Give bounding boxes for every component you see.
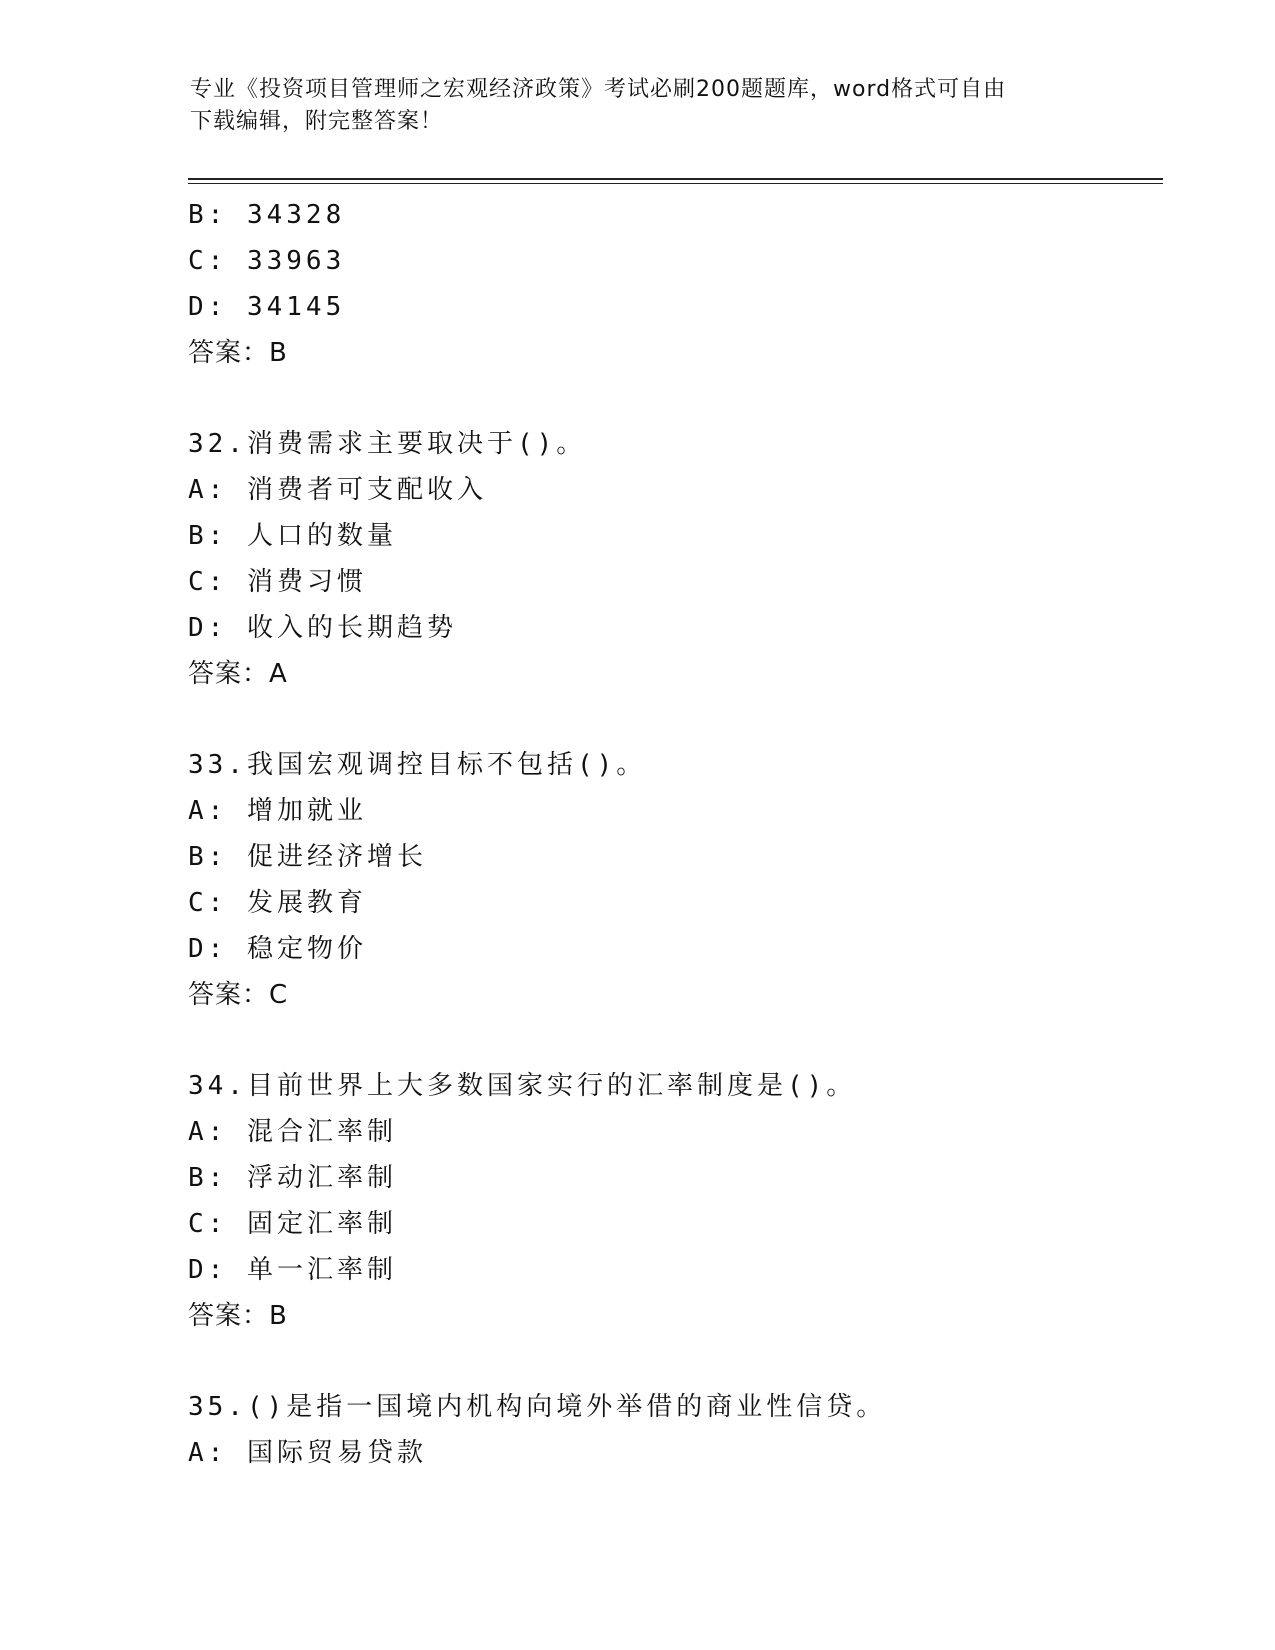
question-list — [188, 192, 1148, 1476]
question-stem: 35.()是指一国境内机构向境外举借的商业性信贷。 — [188, 1392, 887, 1422]
option-c: C: 消费习惯 — [188, 567, 367, 597]
question-stem: 32.消费需求主要取决于()。 — [188, 429, 587, 459]
question-34 — [188, 1063, 1148, 1339]
answer: 答案：C — [188, 980, 289, 1010]
option-d: D: 收入的长期趋势 — [188, 613, 457, 643]
question-35 — [188, 1384, 1148, 1476]
option-a: A: 国际贸易贷款 — [188, 1438, 427, 1468]
option-c: C: 发展教育 — [188, 888, 367, 918]
question-stem: 33.我国宏观调控目标不包括()。 — [188, 750, 647, 780]
option-b: B: 34328 — [188, 200, 346, 230]
option-d: D: 稳定物价 — [188, 934, 367, 964]
option-a: A: 增加就业 — [188, 796, 367, 826]
option-c: C: 33963 — [188, 246, 346, 276]
header-rule-thick — [188, 178, 1163, 180]
header-line-1: 专业《投资项目管理师之宏观经济政策》考试必刷200题题库，word格式可自由 — [190, 77, 1007, 102]
option-b: B: 浮动汇率制 — [188, 1163, 397, 1193]
document-header — [190, 74, 1090, 138]
question-33 — [188, 742, 1148, 1018]
header-line-2: 下载编辑，附完整答案！ — [190, 109, 444, 134]
option-d: D: 34145 — [188, 292, 346, 322]
option-c: C: 固定汇率制 — [188, 1209, 397, 1239]
option-b: B: 人口的数量 — [188, 521, 397, 551]
answer: 答案：B — [188, 1301, 288, 1331]
option-a: A: 消费者可支配收入 — [188, 475, 487, 505]
option-d: D: 单一汇率制 — [188, 1255, 397, 1285]
header-rule-thin — [188, 183, 1163, 184]
option-a: A: 混合汇率制 — [188, 1117, 397, 1147]
question-32 — [188, 421, 1148, 697]
question-stem: 34.目前世界上大多数国家实行的汇率制度是()。 — [188, 1071, 857, 1101]
question-31-continued — [188, 192, 1148, 376]
answer: 答案：A — [188, 659, 288, 689]
option-b: B: 促进经济增长 — [188, 842, 427, 872]
answer: 答案：B — [188, 338, 288, 368]
